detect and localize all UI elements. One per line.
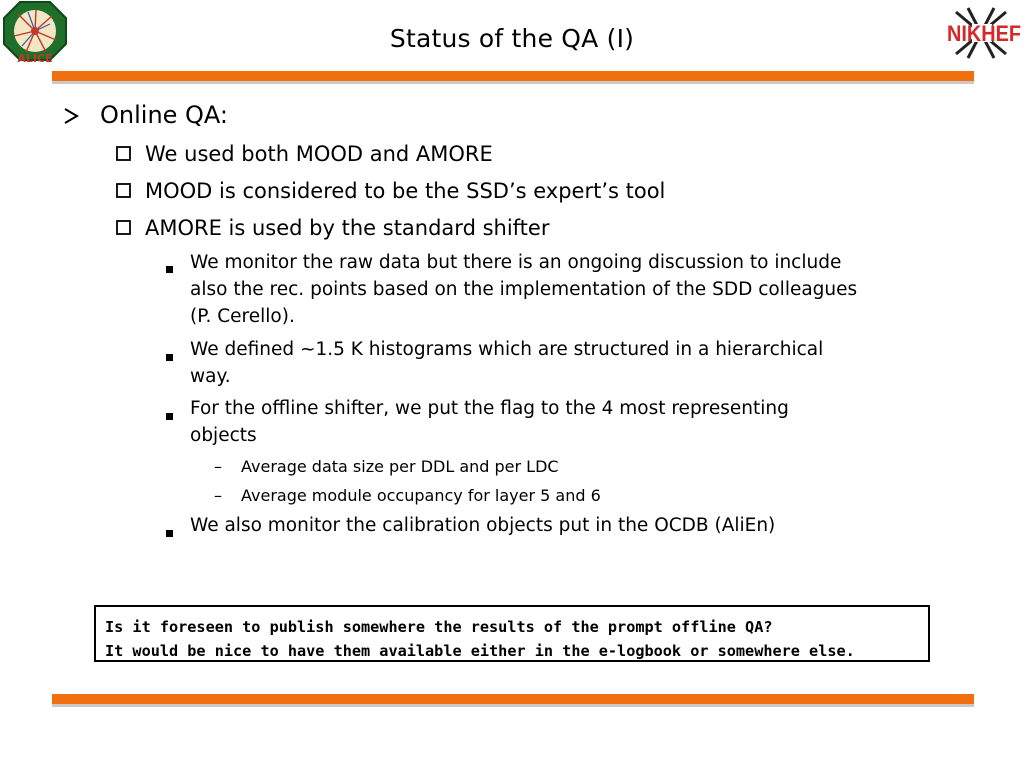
sub-item-text: For the offline shifter, we put the flag to the 4 most representing [190, 398, 789, 419]
online-qa-heading: Online QA: [100, 101, 229, 129]
list-item: AMORE is used by the standard shifter [145, 216, 550, 240]
sub-item-text: (P. Cerello). [190, 306, 295, 327]
square-bullet-icon [166, 259, 174, 278]
top-divider [52, 71, 974, 81]
bottom-divider-shadow [52, 704, 974, 707]
sub-item-text: We also monitor the calibration objects put in the OCDB (AliEn) [190, 515, 776, 536]
square-bullet-icon [166, 523, 174, 542]
alice-logo-text: ALICE [17, 52, 53, 64]
sub-item-text: We defined ~1.5 K histograms which are structured in a hierarchical [190, 339, 824, 360]
checkbox-bullet-icon [116, 183, 132, 203]
dash-bullet-icon: – [214, 457, 222, 476]
note-line: Is it foreseen to publish somewhere the results of the prompt offline QA? [105, 618, 773, 636]
sub-item-text: objects [190, 425, 257, 446]
sub-item-text: also the rec. points based on the implementation of the SDD colleagues [190, 279, 858, 300]
list-item: MOOD is considered to be the SSD’s expert’s tool [145, 179, 666, 203]
square-bullet-icon [166, 347, 174, 366]
arrow-bullet-icon [62, 103, 80, 131]
nikhef-logo-text: NIKHEF [947, 21, 1021, 46]
sub-item-text: way. [190, 366, 231, 387]
checkbox-bullet-icon [116, 146, 132, 166]
sub-item-text: We monitor the raw data but there is an ongoing discussion to include [190, 252, 842, 273]
square-bullet-icon [166, 406, 174, 425]
sub-sub-item-text: Average module occupancy for layer 5 and 6 [241, 486, 601, 505]
question-note-box [94, 605, 930, 662]
dash-bullet-icon: – [214, 486, 222, 505]
top-divider-shadow [52, 81, 974, 84]
bottom-divider [52, 694, 974, 704]
note-line: It would be nice to have them available either in the e-logbook or somewhere else. [105, 642, 855, 660]
sub-sub-item-text: Average data size per DDL and per LDC [241, 457, 559, 476]
checkbox-bullet-icon [116, 220, 132, 240]
page-title: Status of the QA (I) [389, 24, 635, 53]
list-item: We used both MOOD and AMORE [145, 142, 493, 166]
